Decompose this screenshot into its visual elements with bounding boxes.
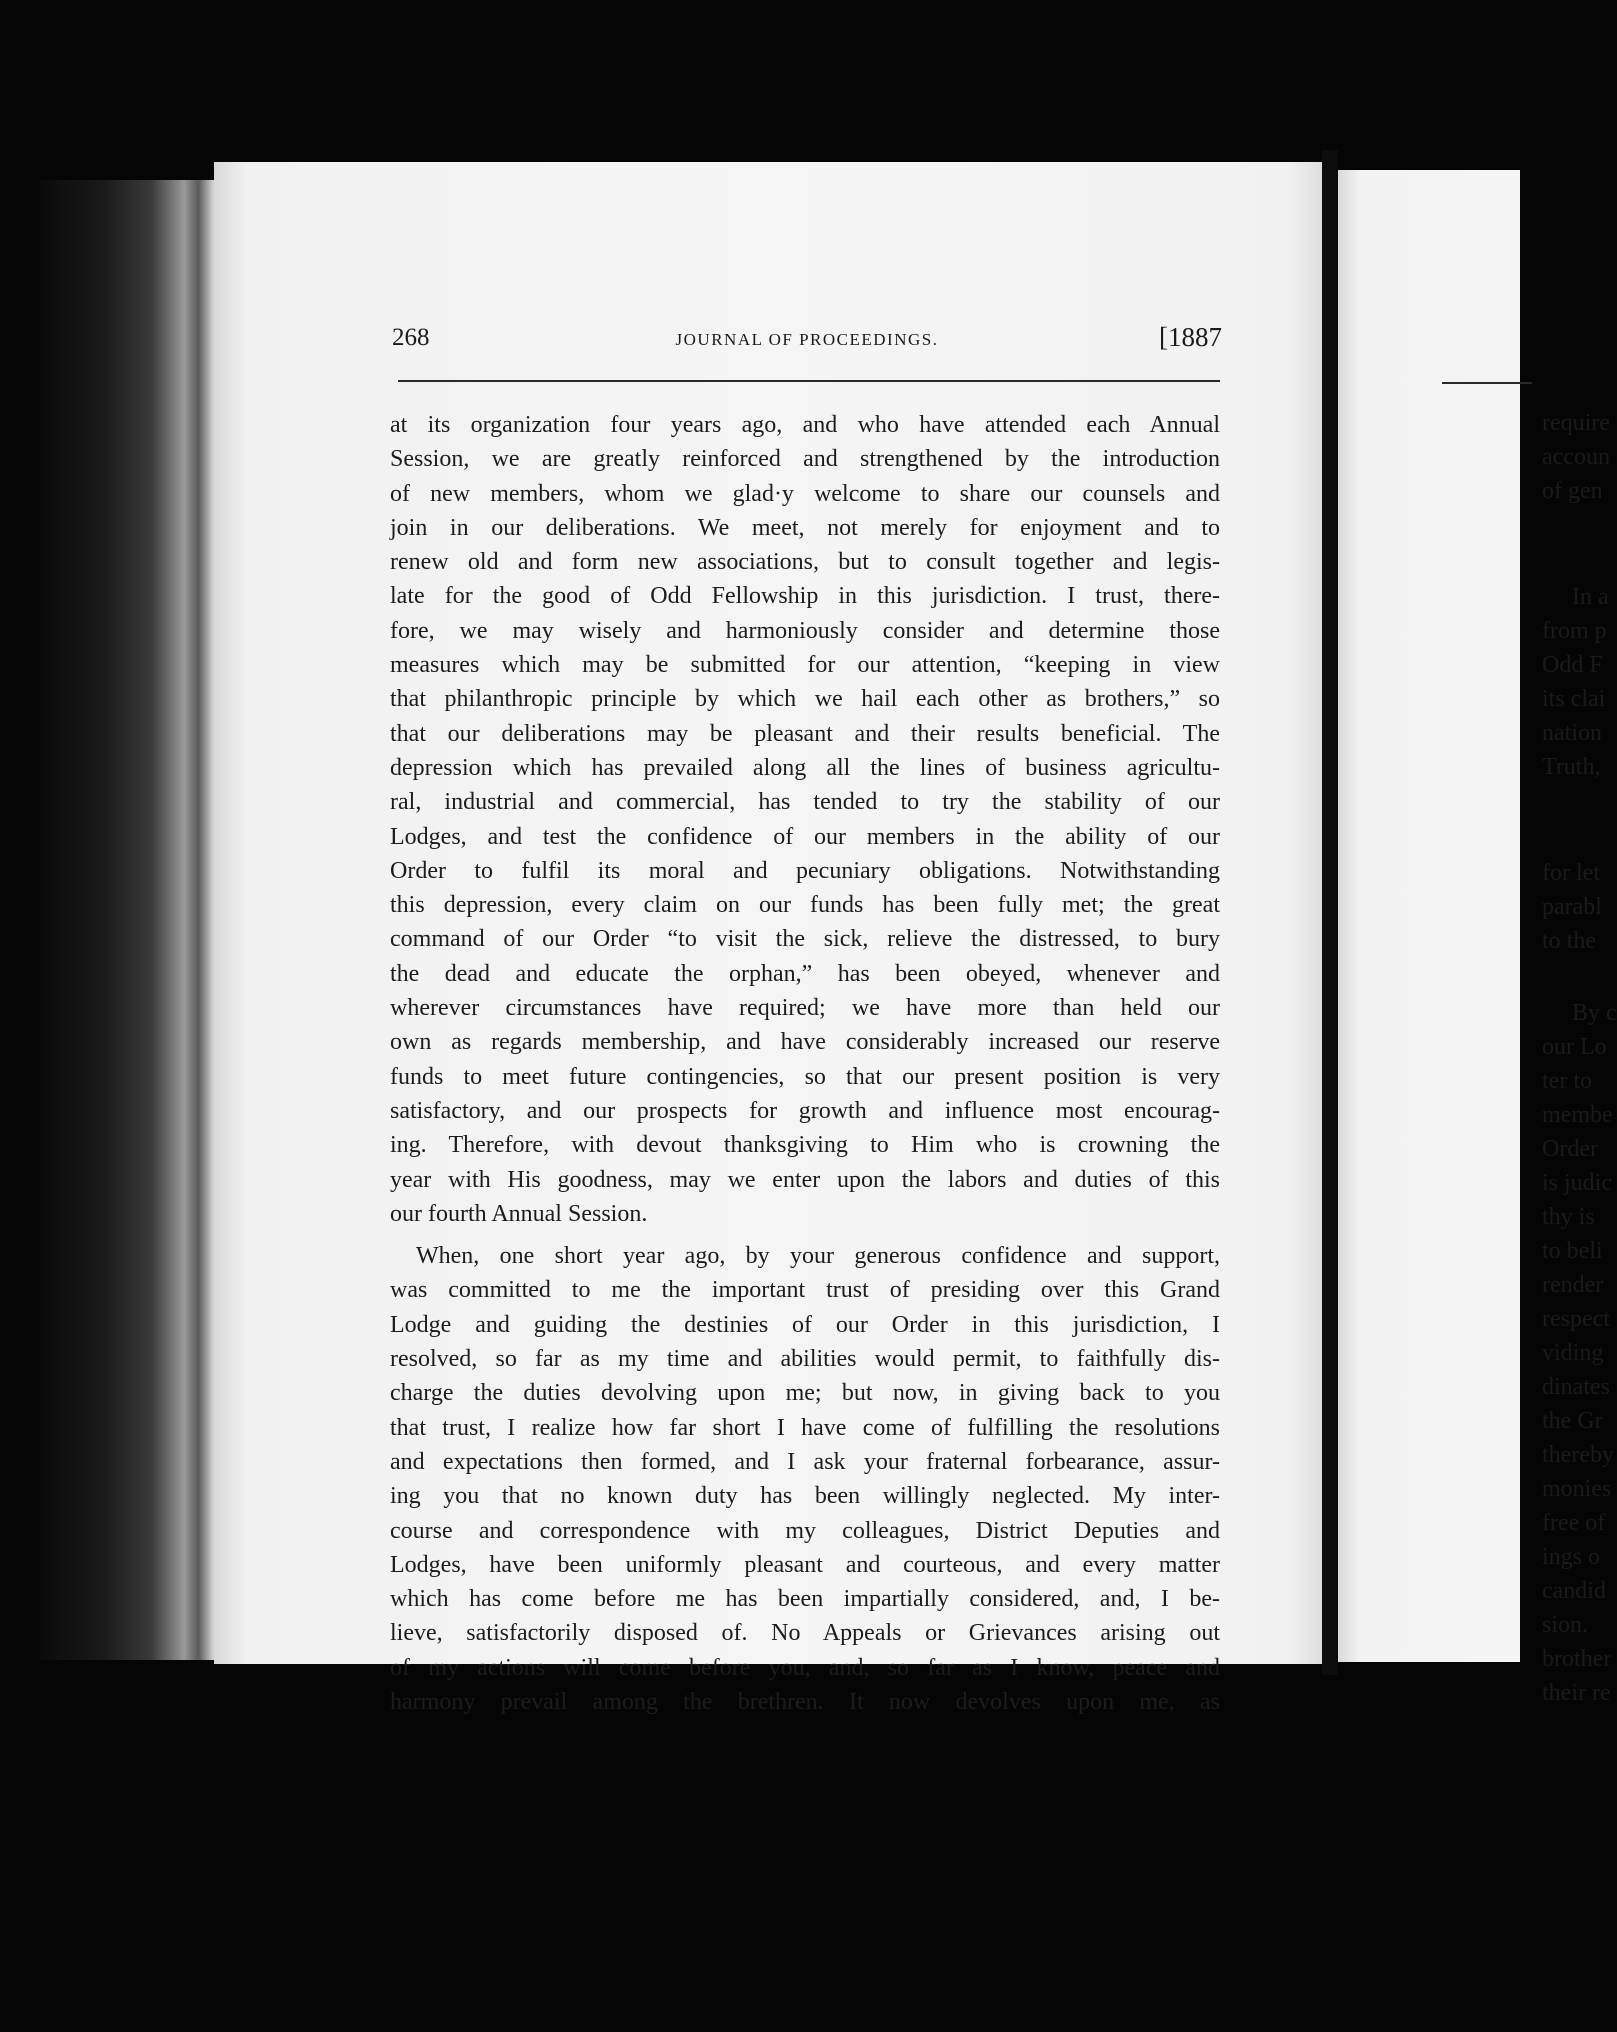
text-line: and expectations then formed, and I ask your fraternal forbearance, assur- [390,1448,1220,1475]
facing-line: render [1542,1272,1604,1298]
text-line: that our deliberations may be pleasant and their results beneficial. The [390,720,1220,747]
text-line: was committed to me the important trust of presiding over this Grand [390,1277,1220,1304]
body-text [390,408,1220,1719]
facing-line: dinates [1542,1374,1610,1400]
facing-line: ings o [1542,1544,1601,1570]
text-line: course and correspondence with my colleagues, District Deputies and [390,1517,1220,1544]
text-line: renew old and form new associations, but to consult together and legis- [390,549,1220,576]
facing-line: thy is [1542,1204,1595,1230]
text-line: late for the good of Odd Fellowship in this jurisdiction. I trust, there- [390,583,1220,610]
facing-line: membe [1542,1102,1613,1128]
header-rule [398,380,1220,382]
facing-line: nation [1542,720,1602,746]
facing-line: to the [1542,928,1596,954]
text-line: that trust, I realize how far short I have come of fulfilling the resolutions [390,1414,1220,1441]
facing-line: viding [1542,1340,1604,1366]
facing-line: ter to [1542,1068,1592,1094]
page-number: 268 [392,324,430,351]
page-gutter [1322,150,1338,1675]
text-line: resolved, so far as my time and abilities would permit, to faithfully dis- [390,1346,1220,1373]
text-line: own as regards membership, and have considerably increased our reserve [390,1029,1220,1056]
journal-title: JOURNAL OF PROCEEDINGS. [675,330,939,349]
text-line: Lodge and guiding the destinies of our Order in this jurisdiction, I [390,1311,1220,1338]
facing-line: for let [1542,860,1600,886]
facing-line: its clai [1542,686,1606,712]
text-line: this depression, every claim on our funds has been fully met; the great [390,892,1220,919]
facing-line: from p [1542,618,1607,644]
facing-line: Order [1542,1136,1598,1162]
text-line: at its organization four years ago, and who have attended each Annual [390,412,1220,438]
facing-line: is judic [1542,1170,1612,1196]
facing-line: Truth, [1542,754,1601,780]
facing-line: to beli [1542,1238,1603,1264]
facing-line: parabl [1542,894,1602,920]
text-line: Lodges, and test the confidence of our members in the ability of our [390,823,1220,850]
facing-line: the Gr [1542,1408,1603,1434]
facing-line: their re [1542,1680,1611,1706]
text-line: Lodges, have been uniformly pleasant and courteous, and every matter [390,1551,1220,1578]
text-line: funds to meet future contingencies, so that our present position is very [390,1063,1220,1090]
text-line: ing you that no known duty has been willingly neglected. My inter- [390,1483,1220,1510]
text-line: that philanthropic principle by which we hail each other as brothers,” so [390,686,1220,713]
text-line: fore, we may wisely and harmoniously consider and determine those [390,617,1220,644]
facing-line: accoun [1542,444,1610,470]
text-line: year with His goodness, may we enter upon the labors and duties of this [390,1166,1220,1193]
running-head [392,320,1222,364]
header-year: [1887 [1159,322,1222,352]
text-line: Session, we are greatly reinforced and strengthened by the introduction [390,446,1220,473]
text-line: wherever circumstances have required; we have more than held our [390,995,1220,1022]
text-line: our fourth Annual Session. [390,1200,648,1227]
facing-line: brother [1542,1646,1612,1672]
text-line: of my actions will come before you, and, so far as I know, peace and [390,1654,1220,1681]
paragraph-gap [390,1231,1220,1239]
book-binding-edge [40,180,220,1660]
text-line: ral, industrial and commercial, has tended to try the stability of our [390,789,1220,816]
text-line: satisfactory, and our prospects for growth and influence most encourag- [390,1097,1220,1124]
facing-line: free of [1542,1510,1606,1536]
text-line: charge the duties devolving upon me; but now, in giving back to you [390,1380,1220,1407]
text-line: harmony prevail among the brethren. It now devolves upon me, as [390,1688,1220,1715]
text-line: When, one short year ago, by your generous confidence and support, [416,1243,1220,1270]
facing-line: thereby [1542,1442,1614,1468]
text-line: lieve, satisfactorily disposed of. No Appeals or Grievances arising out [390,1620,1220,1647]
text-line: depression which has prevailed along all the lines of business agricultu- [390,754,1220,781]
text-line: ing. Therefore, with devout thanksgiving to Him who is crowning the [390,1132,1220,1159]
facing-line: of gen [1542,478,1603,504]
text-line: command of our Order “to visit the sick, relieve the distressed, to bury [390,926,1220,953]
facing-line: candid [1542,1578,1606,1604]
facing-line: monies [1542,1476,1612,1502]
facing-line: respect [1542,1306,1610,1332]
text-line: of new members, whom we glad·y welcome to share our counsels and [390,480,1220,507]
text-line: measures which may be submitted for our attention, “keeping in view [390,652,1220,679]
text-line: which has come before me has been impartially considered, and, I be- [390,1586,1220,1613]
facing-line: Odd F [1542,652,1603,678]
text-line: join in our deliberations. We meet, not merely for enjoyment and to [390,514,1220,541]
facing-line: sion. [1542,1612,1589,1638]
facing-line: In a [1572,584,1609,610]
facing-header-rule [1442,382,1532,384]
facing-line: require [1542,410,1610,436]
right-page [1338,170,1617,1706]
text-line: Order to fulfil its moral and pecuniary obligations. Notwithstanding [390,857,1220,884]
text-line: the dead and educate the orphan,” has been obeyed, whenever and [390,960,1220,987]
facing-line: By c [1572,1000,1617,1026]
facing-line: our Lo [1542,1034,1607,1060]
